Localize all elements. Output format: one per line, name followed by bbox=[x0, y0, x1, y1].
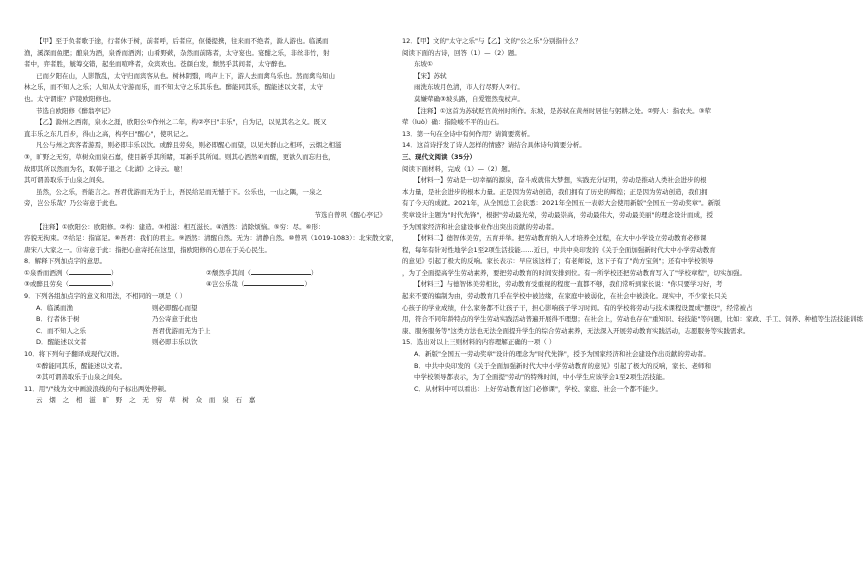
question-11: 11．用"/"线为文中画波浪线的句子标出两处停顿。 bbox=[24, 384, 171, 393]
material-line: 程，每年有针对性地学会1至2项生活技能……近日，中共中央印发的《关于全面加强新时代大中小学劳动教育 bbox=[402, 245, 716, 254]
material-line: 【材料二】德智体美劳，五育并举。把劳动教育纳入人才培养全过程，在大中小学设立劳动教育必修课 bbox=[414, 234, 707, 243]
question-10: 10．将下列句子翻译成现代汉语。 bbox=[24, 350, 124, 359]
poem-note: 荦（luò）确：指险峻不平的山石。 bbox=[402, 118, 503, 127]
passage-line: 虽然，公之乐，吾能言之。吾君优游而无为于上，吾民给足而无憾于下。公乐也，一山之隅，一泉之 bbox=[36, 187, 322, 196]
passage-line: 【甲】至于负者歌于途，行者休于树，前者呼，后者应，伛偻提携，往来而不绝者，滁人游也。临溪而 bbox=[36, 37, 329, 45]
note-line: 【注释】①欧阳公：欧阳修。②构：建造。③相滋：相互滋长。④洒然：消除烦恼。⑤穷：尽。⑥形： bbox=[36, 222, 325, 231]
q9-option-b[interactable]: B．行者休于树 乃公寄意于此也 bbox=[36, 315, 198, 324]
material-line: 本力量，是社会进步的根本力量。正是因为劳动创造，我们拥有了历史的辉煌；正是因为劳动创造，我们拥 bbox=[402, 187, 708, 196]
note-line: 容貌无拘束。⑦给足：指富足。⑧吾君：我们的君主。⑨洒然：清醒自然。无为：清静自然。⑩曾巩（1019-1083）：北宋散文家， bbox=[24, 234, 398, 243]
passage-line: ③，旷野之无穷，草树众而泉石嘉，使目新乎其所睹，耳新乎其所闻。则其心洒然④而醒，更欲久而忘归也， bbox=[24, 152, 335, 161]
q11-sentence[interactable]: 云烟之相滋旷野之无穷草树众而泉石嘉 bbox=[36, 396, 263, 405]
question-9: 9．下列各组加点字的意义和用法，不相同的一项是（ ） bbox=[24, 292, 187, 301]
q9-option-a[interactable]: A．临溪而渔 则必即醒心而望 bbox=[36, 303, 198, 312]
answer-blank[interactable] bbox=[69, 268, 111, 275]
poem-line: 莫嫌荦确③坡头路，自爱铿然曳杖声。 bbox=[414, 94, 524, 103]
material-line: 【材料一】劳动是一切幸福的源泉，奋斗成就伟大梦想，实践充分证明，劳动是推动人类社会进步的根 bbox=[414, 176, 707, 185]
left-column bbox=[24, 36, 398, 407]
passage-line: 【乙】滁州之西南，泉水之涯，欧阳公①作州之二年，构②亭曰"丰乐"，自为记，以见其名之义。既又 bbox=[36, 118, 327, 127]
q10-item-1: ①醉能同其乐，醒能述以文者。 bbox=[36, 361, 127, 370]
question-14: 14．这首诗抒发了诗人怎样的情感？请结合具体诗句简要分析。 bbox=[402, 141, 586, 150]
material-line: 用，符合不同年龄特点的学生劳动实践活动普遍开展得不理想；在社会上，劳动也存在"重知识、轻技能"等问题，比如：家政、手工、饲养、种植等生活技能训练 bbox=[402, 315, 863, 324]
poem-note: 【注释】①这首为苏轼贬官黄州时所作。东坡，是苏轼在黄州时居住与躬耕之处。②野人：指农夫。③荦 bbox=[414, 106, 711, 115]
passage-line: 已而夕阳在山，人影散乱，太守归而宾客从也。树林阴翳，鸣声上下，游人去而禽鸟乐也。然而禽鸟知山 bbox=[36, 71, 335, 80]
material-line: 康、服务服务等"这类方法也无法全面提升学生的综合劳动素养，无法深入开展劳动教育实践活动，志愿服务等实践需求。 bbox=[402, 326, 750, 335]
answer-blank[interactable] bbox=[251, 268, 311, 275]
right-column bbox=[402, 36, 863, 395]
question-8: 8．解释下列加点字的意思。 bbox=[24, 257, 107, 266]
passage-line: 直丰乐之东几百步，得山之高，构亭曰"醒心"，使巩记之。 bbox=[24, 129, 193, 138]
passage-source: 节选自欧阳修《醉翁亭记》 bbox=[36, 106, 114, 115]
question-9-options bbox=[24, 303, 217, 349]
material-line: 有了今天的成就。2021年，从全国总工会获悉：2021年全国五一表彰大会使用新版"全国五一劳动奖章"。新版 bbox=[402, 199, 721, 208]
q9-option-d[interactable]: D．醒能述以文者 则必即丰乐以饮 bbox=[36, 338, 198, 347]
poem-title: 东坡① bbox=[414, 60, 433, 69]
material-line: 予为国家经济和社会建设事业作出突出贡献的劳动者。 bbox=[402, 222, 558, 231]
question-15: 15．选出对以上三则材料的内容理解正确的一项（ ） bbox=[402, 338, 556, 347]
q8-item-2: ②颓然乎其间（ ） bbox=[206, 268, 318, 277]
note-line: 唐宋八大家之一。⑪寄意于此：指把心意寄托在这里，指欧阳修的心思在于关心民生。 bbox=[24, 245, 271, 254]
material-1 bbox=[402, 175, 772, 233]
passage-line: 旁，岂公乐哉？乃公寄意于此也。 bbox=[24, 199, 122, 208]
passage-line: 者中，弈者胜，觥筹交错，起坐而喧哗者，众宾欢也。苍颜白发，颓然乎其间者，太守醉也。 bbox=[24, 60, 291, 69]
annotations bbox=[24, 222, 398, 257]
passage-line: 凡公与州之宾客者游焉，则必即丰乐以饮。或醉且劳矣，则必即醒心而望，以见夫群山之相环，云烟之相滋 bbox=[36, 141, 342, 150]
q15-option-b[interactable]: B．中共中央印发的《关于全面加强新时代大中小学劳动教育的意见》引起了极大的反响，家长、老师和 bbox=[414, 361, 711, 370]
passage-line: 其可谓善取乐于山泉之间矣。 bbox=[24, 176, 109, 185]
passage-line: 也。太守谓谁？庐陵欧阳修也。 bbox=[24, 94, 115, 103]
q8-item-3: ③或醉且劳矣（ ） bbox=[24, 280, 118, 289]
passage-yi bbox=[24, 117, 386, 221]
answer-blank[interactable] bbox=[69, 279, 111, 286]
material-line: 心孩子的学业成绩，什么家务都不让孩子干，担心影响孩子学习时间。有的学校将劳动与技术课程设置成"摆设"，经常被占 bbox=[402, 303, 753, 312]
material-2 bbox=[402, 233, 772, 279]
answer-blank[interactable] bbox=[244, 279, 304, 286]
q15-option-a[interactable]: A．新版"全国五一劳动奖章"设计的理念为"时代先锋"，授予为国家经济和社会建设作出贡献的劳动者。 bbox=[414, 350, 710, 359]
material-3 bbox=[402, 279, 863, 337]
question-8-items bbox=[24, 268, 323, 291]
q8-item-1: ①泉香而酒洌（ ） bbox=[24, 268, 118, 277]
question-13: 13．第一句在全诗中有何作用？请简要赏析。 bbox=[402, 129, 534, 138]
section-title: 三、现代文阅读（35分） bbox=[402, 152, 477, 161]
passage-source: 节选自曾巩《醒心亭记》 bbox=[314, 210, 386, 219]
passage-jia bbox=[24, 36, 386, 117]
material-line: 奖章设计主题为"时代先锋"，根据"劳动最光荣，劳动最崇高，劳动最伟大，劳动最美丽"的理念设计而成，授 bbox=[402, 210, 713, 219]
reading-intro: 阅读下面材料，完成（1）—（2）题。 bbox=[402, 164, 515, 173]
material-line: 【材料三】与德智体美劳相比，劳动教育受重视的程度一直都不够，我们常听到家长说："你只要学习好，考 bbox=[414, 280, 723, 289]
poem-dynasty: 【宋】苏轼 bbox=[414, 71, 447, 80]
material-line: 的意见》引起了极大的反响。家长表示：早应该这样了；有老师说，这下子有了"尚方宝剑"；还有中学校领导 bbox=[402, 257, 714, 266]
poem-line: 雨洗东坡月色清，市人行尽野人②行。 bbox=[414, 83, 524, 92]
q8-item-4: ④岂公乐哉（ ） bbox=[206, 280, 311, 289]
poem-intro: 阅读下面的古诗，回答（1）—（2）题。 bbox=[402, 48, 521, 57]
passage-line: 渔，溪深而鱼肥；酿泉为酒，泉香而酒洌；山肴野蔌，杂然而前陈者，太守宴也。宴酣之乐，非丝非竹，射 bbox=[24, 48, 330, 57]
q15-option-c[interactable]: C．从材料中可以看出：上好劳动教育这门必修课"，学校、家庭、社会一个都不能少。 bbox=[414, 384, 663, 393]
passage-line: 故即其所以然而为名，取韩子退之《北湖》之诗云。噫！ bbox=[24, 164, 187, 173]
q10-item-2: ②其可谓善取乐于山泉之间矣。 bbox=[36, 373, 127, 382]
q9-option-c[interactable]: C．而不知人之乐 吾君优游而无为于上 bbox=[36, 326, 211, 335]
q15-option-b-cont: 中学校领导都表示，为了全面提"劳动"的特殊时间，中小学生应该学会1至2项生活技能。 bbox=[414, 373, 669, 382]
passage-line: 林之乐，而不知人之乐；人知从太守游而乐，而不知太守之乐其乐也。醉能同其乐，醒能述以文者，太守 bbox=[24, 83, 323, 92]
material-line: 起来不要的编制为由，劳动教育几乎在学校中被边缘，在家庭中被弱化，在社会中被淡化。现实中，不少家长只关 bbox=[402, 292, 727, 301]
question-12: 12．【甲】文的"太守之乐"与【乙】文的"公之乐"分别指什么？ bbox=[402, 37, 582, 45]
material-line: ，为了全面提高学生劳动素养，要把劳动教育的时间安排到位。有一所学校还把劳动教育写入了"学校章程"，切实加强。 bbox=[402, 268, 746, 277]
